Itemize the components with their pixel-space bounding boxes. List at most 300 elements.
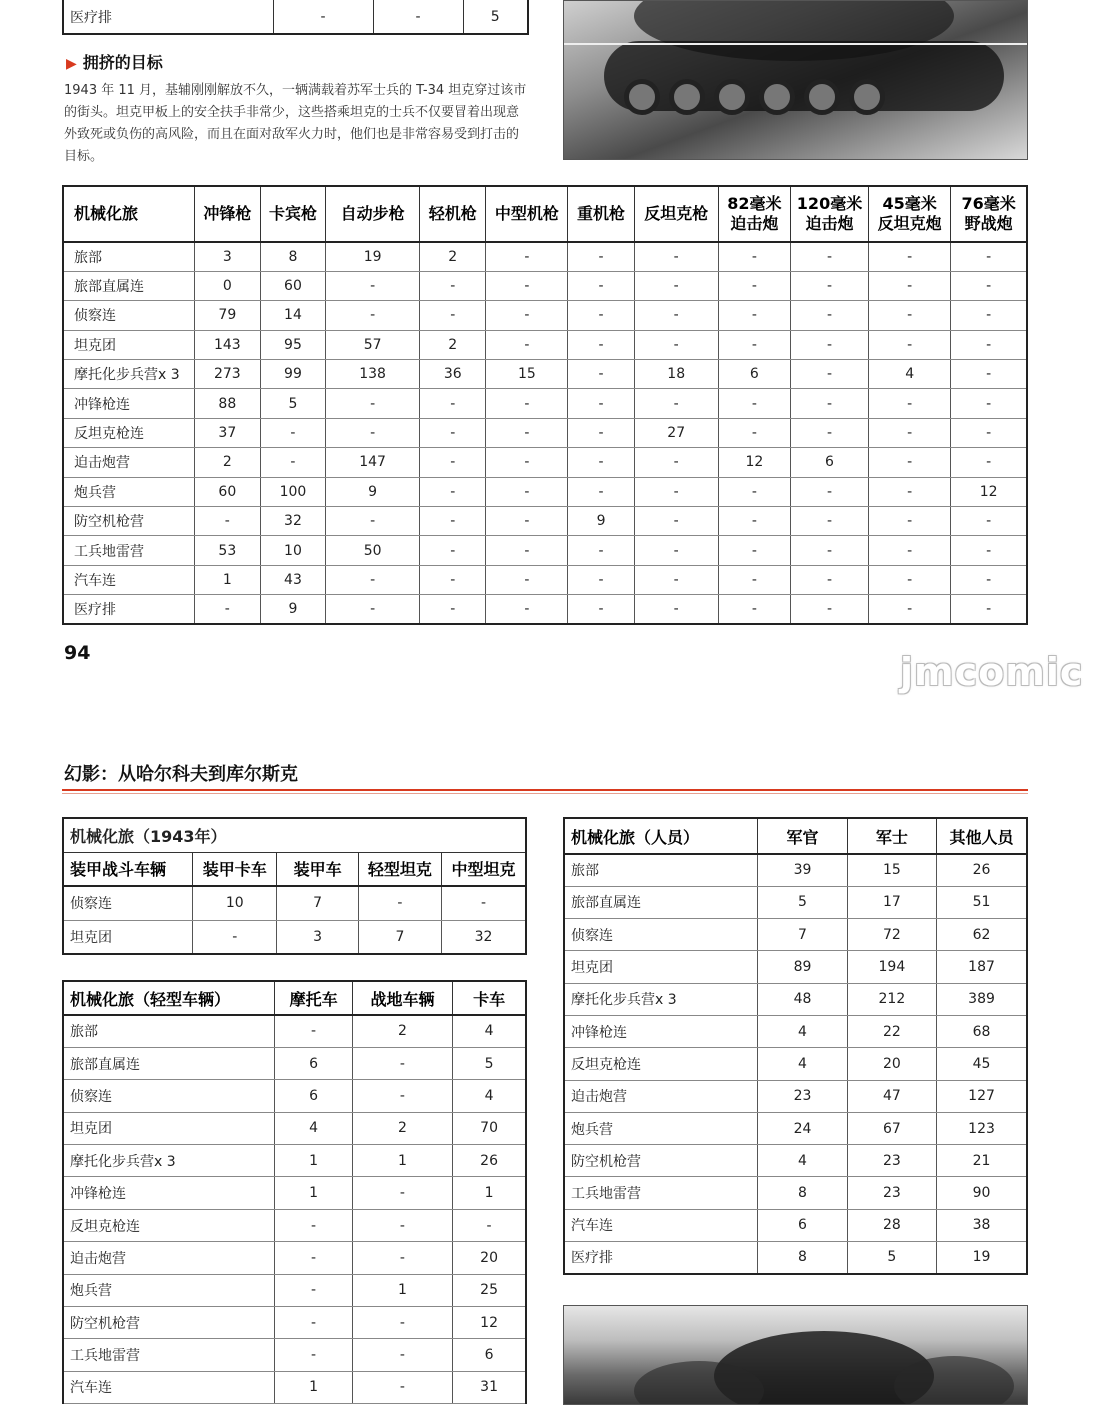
table-cell: 1: [275, 1371, 352, 1403]
table-cell: -: [352, 1339, 452, 1371]
table-cell: 6: [790, 448, 868, 477]
table-cell: 48: [758, 983, 847, 1015]
table-row: [63, 1015, 526, 1047]
table-cell: -: [718, 242, 790, 271]
table-cell: 10: [193, 886, 277, 920]
table-cell: 3: [277, 920, 358, 954]
table-cell: -: [568, 360, 634, 389]
table-cell: -: [486, 301, 568, 330]
table-cell: 9: [326, 477, 420, 506]
soldiers-photo: [563, 1305, 1028, 1405]
table-cell: -: [634, 448, 718, 477]
table-cell: -: [951, 595, 1027, 624]
table-cell: -: [420, 507, 486, 536]
table-cell: -: [951, 271, 1027, 300]
table-cell: 19: [937, 1242, 1027, 1274]
table-cell: 18: [634, 360, 718, 389]
table-cell: -: [718, 418, 790, 447]
column-header: 反坦克枪: [634, 186, 718, 242]
table-cell: 50: [326, 536, 420, 565]
table-cell: -: [352, 1209, 452, 1241]
table-cell: -: [260, 448, 325, 477]
column-header: 卡车: [453, 981, 526, 1015]
column-header: 轻型坦克: [358, 852, 441, 886]
table-row: [63, 1112, 526, 1144]
table-cell: 15: [486, 360, 568, 389]
table-cell: 4: [275, 1112, 352, 1144]
row-label: 汽车连: [564, 1209, 758, 1241]
row-label: 反坦克枪连: [63, 1209, 275, 1241]
table-cell: 38: [937, 1209, 1027, 1241]
table-cell: -: [326, 565, 420, 594]
table-cell: -: [634, 389, 718, 418]
row-label: 反坦克枪连: [564, 1048, 758, 1080]
caption-heading: [66, 50, 163, 73]
table-cell: 21: [937, 1145, 1027, 1177]
table-row: [564, 1177, 1027, 1209]
table-row: [63, 886, 526, 920]
table-cell: -: [275, 1015, 352, 1047]
table-cell: -: [568, 477, 634, 506]
table-cell: -: [869, 418, 951, 447]
table-header-row: [564, 818, 1027, 854]
column-header: 82毫米 迫击炮: [718, 186, 790, 242]
row-label: 摩托化步兵营x 3: [564, 983, 758, 1015]
table-row: [564, 983, 1027, 1015]
table-cell: 4: [758, 1145, 847, 1177]
row-label: 坦克团: [70, 929, 112, 946]
table-cell: -: [420, 477, 486, 506]
table-cell: 19: [326, 242, 420, 271]
column-header: 冲锋枪: [194, 186, 260, 242]
table-cell: -: [634, 271, 718, 300]
table-cell: 79: [194, 301, 260, 330]
table-cell: 123: [937, 1112, 1027, 1144]
table-cell: -: [486, 477, 568, 506]
table-row: [564, 1209, 1027, 1241]
table-cell: 27: [634, 418, 718, 447]
table-row: [564, 886, 1027, 918]
table-cell: 26: [453, 1145, 526, 1177]
table-cell: -: [420, 418, 486, 447]
table-row: [564, 1015, 1027, 1047]
table-row: [63, 1145, 526, 1177]
table-cell: -: [420, 536, 486, 565]
row-label: 工兵地雷营: [63, 1339, 275, 1371]
column-header: 装甲卡车: [193, 852, 277, 886]
table-cell: -: [951, 301, 1027, 330]
section-divider: [62, 793, 1028, 794]
table-cell: 3: [194, 242, 260, 271]
table-cell: -: [275, 1242, 352, 1274]
table-cell: 15: [847, 854, 936, 886]
table-cell: 6: [718, 360, 790, 389]
table-cell: 5: [453, 1047, 526, 1079]
table-cell: -: [275, 1307, 352, 1339]
table-cell: 5: [847, 1242, 936, 1274]
table-cell: 20: [453, 1242, 526, 1274]
table-cell: 60: [260, 271, 325, 300]
table-cell: -: [951, 448, 1027, 477]
table-cell: -: [634, 507, 718, 536]
table-cell: 32: [442, 920, 526, 954]
table-cell: 127: [937, 1080, 1027, 1112]
table-row: [63, 271, 1027, 300]
row-label: 炮兵营: [63, 477, 194, 506]
table-cell: -: [869, 536, 951, 565]
table-row: [63, 920, 526, 954]
table-cell: -: [951, 536, 1027, 565]
table-cell: 12: [951, 477, 1027, 506]
table-cell: -: [568, 330, 634, 359]
table-row: [63, 536, 1027, 565]
table-cell: -: [486, 418, 568, 447]
table-cell: -: [373, 0, 463, 34]
table-cell: 68: [937, 1015, 1027, 1047]
column-header: 装甲战斗车辆: [63, 852, 193, 886]
table-cell: 6: [453, 1339, 526, 1371]
table-row: [564, 854, 1027, 886]
column-header: 机械化旅（人员）: [564, 818, 758, 854]
column-header: 45毫米 反坦克炮: [869, 186, 951, 242]
table-cell: -: [869, 301, 951, 330]
table-cell: -: [486, 536, 568, 565]
table-row: [63, 360, 1027, 389]
table-cell: -: [634, 242, 718, 271]
table-cell: 45: [937, 1048, 1027, 1080]
table-cell: 23: [758, 1080, 847, 1112]
table-cell: -: [568, 271, 634, 300]
table-cell: 7: [277, 886, 358, 920]
table-cell: -: [326, 301, 420, 330]
table-cell: -: [568, 301, 634, 330]
table-cell: -: [486, 507, 568, 536]
table-row: [564, 1112, 1027, 1144]
table-cell: -: [869, 271, 951, 300]
table-cell: -: [568, 595, 634, 624]
table-cell: -: [790, 301, 868, 330]
table-cell: 1: [352, 1145, 452, 1177]
column-header: 装甲车: [277, 852, 358, 886]
table-row: [63, 507, 1027, 536]
table-cell: -: [790, 418, 868, 447]
table-cell: -: [718, 595, 790, 624]
table-cell: 95: [260, 330, 325, 359]
row-label: 旅部: [564, 854, 758, 886]
column-header: 重机枪: [568, 186, 634, 242]
row-label: 侦察连: [63, 1080, 275, 1112]
table-cell: -: [486, 448, 568, 477]
table-cell: -: [951, 360, 1027, 389]
table-cell: -: [634, 330, 718, 359]
table-cell: -: [326, 389, 420, 418]
table-cell: 273: [194, 360, 260, 389]
row-label: 旅部直属连: [564, 886, 758, 918]
table-row: [63, 330, 1027, 359]
table-row: [564, 919, 1027, 951]
table-row: [63, 1177, 526, 1209]
table-cell: -: [790, 565, 868, 594]
row-label: 炮兵营: [63, 1274, 275, 1306]
table-row: [564, 1048, 1027, 1080]
table-cell: -: [634, 477, 718, 506]
table-cell: -: [326, 595, 420, 624]
table-row: [63, 1307, 526, 1339]
table-cell: -: [568, 242, 634, 271]
table-row: [564, 1145, 1027, 1177]
table-cell: -: [718, 536, 790, 565]
table-cell: 1: [194, 565, 260, 594]
table-cell: 4: [758, 1015, 847, 1047]
table-cell: -: [352, 1242, 452, 1274]
column-header: 轻机枪: [420, 186, 486, 242]
column-header: 机械化旅（轻型车辆）: [63, 981, 275, 1015]
table-cell: 6: [275, 1080, 352, 1112]
table-cell: 22: [847, 1015, 936, 1047]
table-cell: 5: [758, 886, 847, 918]
table-cell: -: [951, 507, 1027, 536]
table-row: [63, 0, 528, 34]
table-cell: 60: [194, 477, 260, 506]
table-cell: 194: [847, 951, 936, 983]
table-cell: 1: [275, 1177, 352, 1209]
row-label: 旅部: [63, 1015, 275, 1047]
table-cell: 389: [937, 983, 1027, 1015]
caption-heading-text: 拥挤的目标: [82, 53, 163, 72]
table-cell: -: [420, 595, 486, 624]
table-cell: 72: [847, 919, 936, 951]
row-label: 摩托化步兵营x 3: [63, 360, 194, 389]
row-label: 汽车连: [63, 565, 194, 594]
column-header: 摩托车: [275, 981, 352, 1015]
table-row: [564, 1242, 1027, 1274]
table-cell: 7: [758, 919, 847, 951]
table-cell: -: [869, 565, 951, 594]
table-cell: 12: [453, 1307, 526, 1339]
table-cell: -: [718, 271, 790, 300]
table-cell: -: [634, 301, 718, 330]
armor-table: [62, 817, 527, 955]
table-cell: -: [275, 1209, 352, 1241]
table-cell: 28: [847, 1209, 936, 1241]
table-cell: 88: [194, 389, 260, 418]
table-cell: -: [326, 271, 420, 300]
row-label: 汽车连: [63, 1371, 275, 1403]
table-cell: 31: [453, 1371, 526, 1403]
table-cell: -: [352, 1080, 452, 1112]
table-cell: -: [326, 418, 420, 447]
table-cell: -: [718, 507, 790, 536]
row-label: 旅部直属连: [63, 1047, 275, 1079]
table-row: [63, 301, 1027, 330]
row-label: 旅部: [63, 242, 194, 271]
table-cell: -: [486, 242, 568, 271]
table-cell: 5: [463, 0, 528, 34]
table-header-row: [63, 981, 526, 1015]
row-label: 旅部直属连: [63, 271, 194, 300]
table-cell: 5: [260, 389, 325, 418]
table-row: [63, 418, 1027, 447]
table-cell: -: [568, 448, 634, 477]
table-cell: -: [951, 418, 1027, 447]
table-cell: 138: [326, 360, 420, 389]
table-row: [63, 1339, 526, 1371]
table-cell: -: [790, 271, 868, 300]
table-cell: 43: [260, 565, 325, 594]
row-label: 坦克团: [63, 1112, 275, 1144]
triangle-icon: ▶: [66, 56, 77, 72]
vehicle-table: [62, 980, 527, 1404]
table-header-row: [63, 852, 526, 886]
page-number: 94: [64, 642, 91, 664]
table-cell: -: [790, 242, 868, 271]
table-cell: -: [869, 389, 951, 418]
table-cell: -: [194, 507, 260, 536]
table-cell: -: [420, 565, 486, 594]
table-cell: -: [486, 389, 568, 418]
row-label: 坦克团: [63, 330, 194, 359]
table-caption: 机械化旅（1943年）: [63, 818, 526, 852]
table-cell: -: [951, 330, 1027, 359]
table-row: [63, 1242, 526, 1274]
table-row: [63, 477, 1027, 506]
table-row: [63, 1209, 526, 1241]
table-cell: -: [869, 595, 951, 624]
table-cell: 25: [453, 1274, 526, 1306]
table-cell: 0: [194, 271, 260, 300]
row-label: 炮兵营: [564, 1112, 758, 1144]
table-cell: -: [634, 595, 718, 624]
table-cell: -: [352, 1177, 452, 1209]
table-cell: -: [790, 507, 868, 536]
table-cell: -: [718, 477, 790, 506]
table-cell: 2: [420, 330, 486, 359]
column-header: 战地车辆: [352, 981, 452, 1015]
table-cell: -: [568, 418, 634, 447]
column-header: 76毫米 野战炮: [951, 186, 1027, 242]
table-cell: -: [790, 389, 868, 418]
table-cell: 147: [326, 448, 420, 477]
row-label: 医疗排: [74, 602, 116, 619]
table-cell: 32: [260, 507, 325, 536]
table-cell: -: [420, 448, 486, 477]
table-cell: 8: [758, 1242, 847, 1274]
table-row: [63, 1371, 526, 1403]
table-cell: 6: [275, 1047, 352, 1079]
table-cell: 39: [758, 854, 847, 886]
table-cell: 51: [937, 886, 1027, 918]
section-divider: [62, 789, 1028, 791]
row-label: 防空机枪营: [63, 1307, 275, 1339]
table-cell: -: [453, 1209, 526, 1241]
column-header: 中型机枪: [486, 186, 568, 242]
table-cell: 医疗排: [70, 9, 112, 26]
table-cell: 53: [194, 536, 260, 565]
row-label: 冲锋枪连: [63, 1177, 275, 1209]
column-header: 机械化旅: [63, 186, 194, 242]
table-cell: -: [486, 595, 568, 624]
table-cell: -: [486, 565, 568, 594]
table-cell: -: [194, 595, 260, 624]
table-cell: 1: [453, 1177, 526, 1209]
table-cell: 4: [453, 1080, 526, 1112]
table-cell: 47: [847, 1080, 936, 1112]
table-cell: -: [442, 886, 526, 920]
caption-body: 1943 年 11 月，基辅刚刚解放不久，一辆满载着苏军士兵的 T-34 坦克穿过该市的街头。坦克甲板上的安全扶手非常少，这些搭乘坦克的士兵不仅要冒着出现意外致死或负伤的高风险，而且在面对敌军火力时，他们也是非常容易受到打击的目标。: [64, 83, 527, 164]
table-cell: 4: [758, 1048, 847, 1080]
table-cell: -: [352, 1047, 452, 1079]
table-cell: 8: [758, 1177, 847, 1209]
table-cell: -: [869, 242, 951, 271]
table-cell: -: [358, 886, 441, 920]
row-label: 迫击炮营: [564, 1080, 758, 1112]
table-cell: 17: [847, 886, 936, 918]
table-cell: 37: [194, 418, 260, 447]
table-cell: 14: [260, 301, 325, 330]
top-table-fragment: [62, 0, 529, 35]
table-cell: 57: [326, 330, 420, 359]
row-label: 侦察连: [63, 886, 193, 920]
table-row: [63, 1080, 526, 1112]
tank-photo: [563, 0, 1028, 160]
table-cell: 100: [260, 477, 325, 506]
table-cell: -: [790, 360, 868, 389]
table-cell: -: [790, 477, 868, 506]
row-label: 冲锋枪连: [63, 389, 194, 418]
table-cell: 89: [758, 951, 847, 983]
table-cell: -: [790, 330, 868, 359]
table-cell: 187: [937, 951, 1027, 983]
table-cell: 36: [420, 360, 486, 389]
table-cell: -: [869, 448, 951, 477]
table-header-row: [63, 186, 1027, 242]
table-cell: 4: [869, 360, 951, 389]
row-label: 工兵地雷营: [63, 536, 194, 565]
personnel-table: [563, 817, 1028, 1275]
table-cell: 143: [194, 330, 260, 359]
table-cell: -: [352, 1307, 452, 1339]
table-cell: 99: [260, 360, 325, 389]
table-cell: -: [568, 565, 634, 594]
column-header: 军士: [847, 818, 936, 854]
table-cell: 26: [937, 854, 1027, 886]
table-cell: -: [486, 271, 568, 300]
table-cell: 212: [847, 983, 936, 1015]
table-cell: 1: [352, 1274, 452, 1306]
table-cell: 23: [847, 1177, 936, 1209]
row-label: 反坦克枪连: [63, 418, 194, 447]
table-cell: 2: [194, 448, 260, 477]
table-cell: -: [352, 1371, 452, 1403]
row-label: 医疗排: [571, 1250, 613, 1267]
table-cell: 12: [718, 448, 790, 477]
row-label: 防空机枪营: [564, 1145, 758, 1177]
table-cell: -: [193, 920, 277, 954]
table-row: [63, 565, 1027, 594]
table-cell: 90: [937, 1177, 1027, 1209]
table-cell: 2: [420, 242, 486, 271]
row-label: 侦察连: [63, 301, 194, 330]
column-header: 中型坦克: [442, 852, 526, 886]
table-cell: -: [718, 389, 790, 418]
column-header: 其他人员: [937, 818, 1027, 854]
table-row: [564, 951, 1027, 983]
table-cell: -: [568, 389, 634, 418]
column-header: 军官: [758, 818, 847, 854]
table-cell: 23: [847, 1145, 936, 1177]
table-row: [63, 1047, 526, 1079]
row-label: 迫击炮营: [63, 1242, 275, 1274]
